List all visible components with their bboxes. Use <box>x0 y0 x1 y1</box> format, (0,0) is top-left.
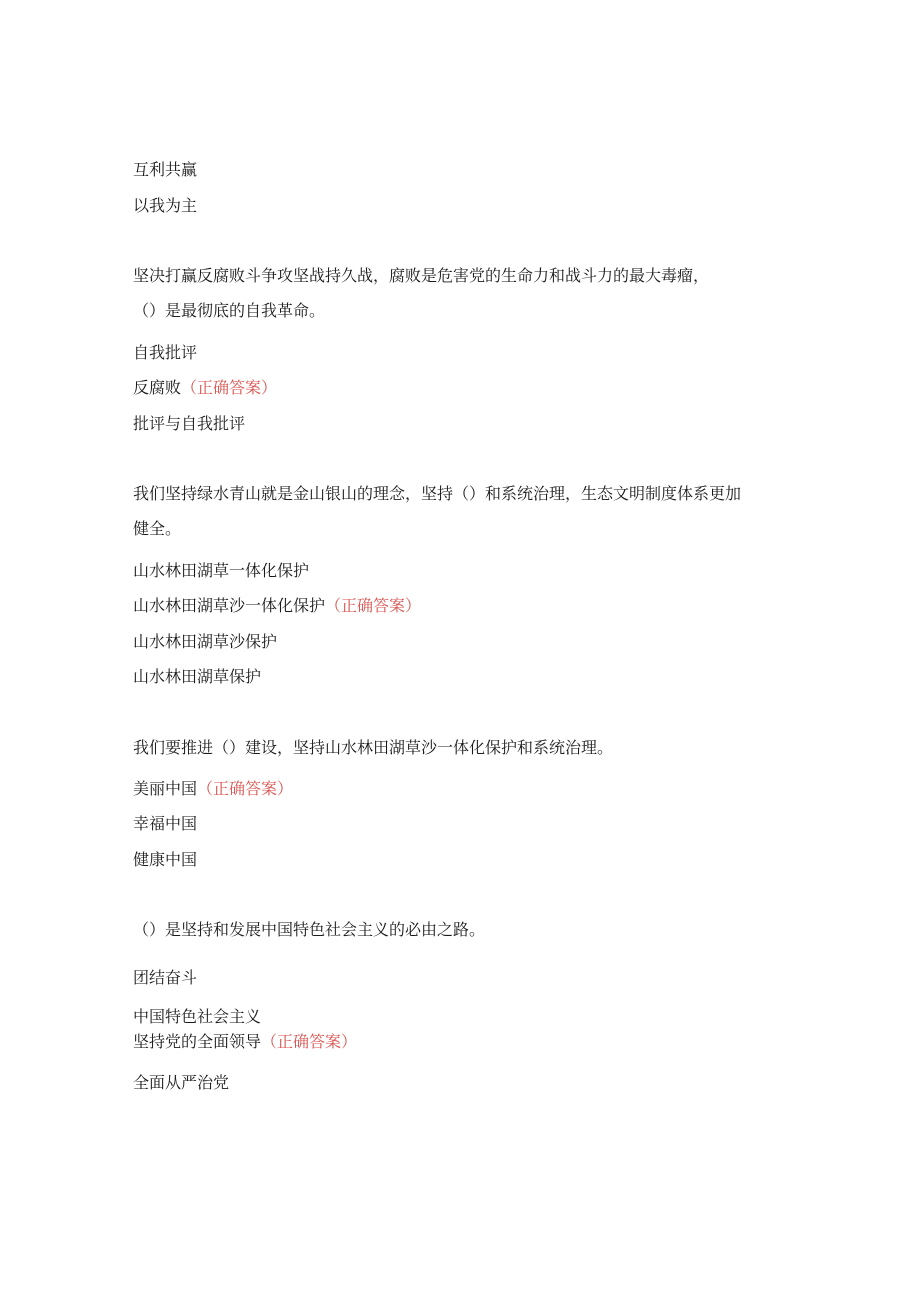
option-text: 幸福中国 <box>133 814 198 833</box>
option-text: 山水林田湖草保护 <box>133 667 262 686</box>
question-text: 健全。 <box>133 519 182 538</box>
option-text: 坚持党的全面领导 <box>133 1032 262 1051</box>
option-text: 团结奋斗 <box>133 968 198 987</box>
correct-answer-marker: （正确答案） <box>197 779 294 798</box>
correct-answer-marker: （正确答案） <box>325 596 422 615</box>
correct-answer-marker: （正确答案） <box>181 378 278 397</box>
question-text: 我们要推进（）建设，坚持山水林田湖草沙一体化保护和系统治理。 <box>133 738 614 757</box>
question-text: （）是最彻底的自我革命。 <box>133 301 326 320</box>
option-text: 健康中国 <box>133 850 198 869</box>
option-text: 山水林田湖草一体化保护 <box>133 561 310 580</box>
option-text: 以我为主 <box>133 196 198 215</box>
option-text: 山水林田湖草沙保护 <box>133 632 278 651</box>
option-item <box>133 378 277 398</box>
correct-answer-marker: （正确答案） <box>261 1032 358 1051</box>
option-item <box>133 1032 357 1052</box>
option-text: 美丽中国 <box>133 779 198 798</box>
option-text: 批评与自我批评 <box>133 414 246 433</box>
option-item <box>133 596 421 616</box>
option-text: 自我批评 <box>133 343 198 362</box>
option-text: 中国特色社会主义 <box>133 1007 262 1026</box>
question-text: （）是坚持和发展中国特色社会主义的必由之路。 <box>133 920 486 939</box>
option-item <box>133 779 293 799</box>
option-text: 互利共赢 <box>133 160 198 179</box>
option-text: 全面从严治党 <box>133 1073 230 1092</box>
option-text: 山水林田湖草沙一体化保护 <box>133 596 326 615</box>
question-text: 坚决打赢反腐败斗争攻坚战持久战，腐败是危害党的生命力和战斗力的最大毒瘤， <box>133 266 710 285</box>
question-text: 我们坚持绿水青山就是金山银山的理念，坚持（）和系统治理，生态文明制度体系更加 <box>133 484 742 503</box>
option-text: 反腐败 <box>133 378 182 397</box>
